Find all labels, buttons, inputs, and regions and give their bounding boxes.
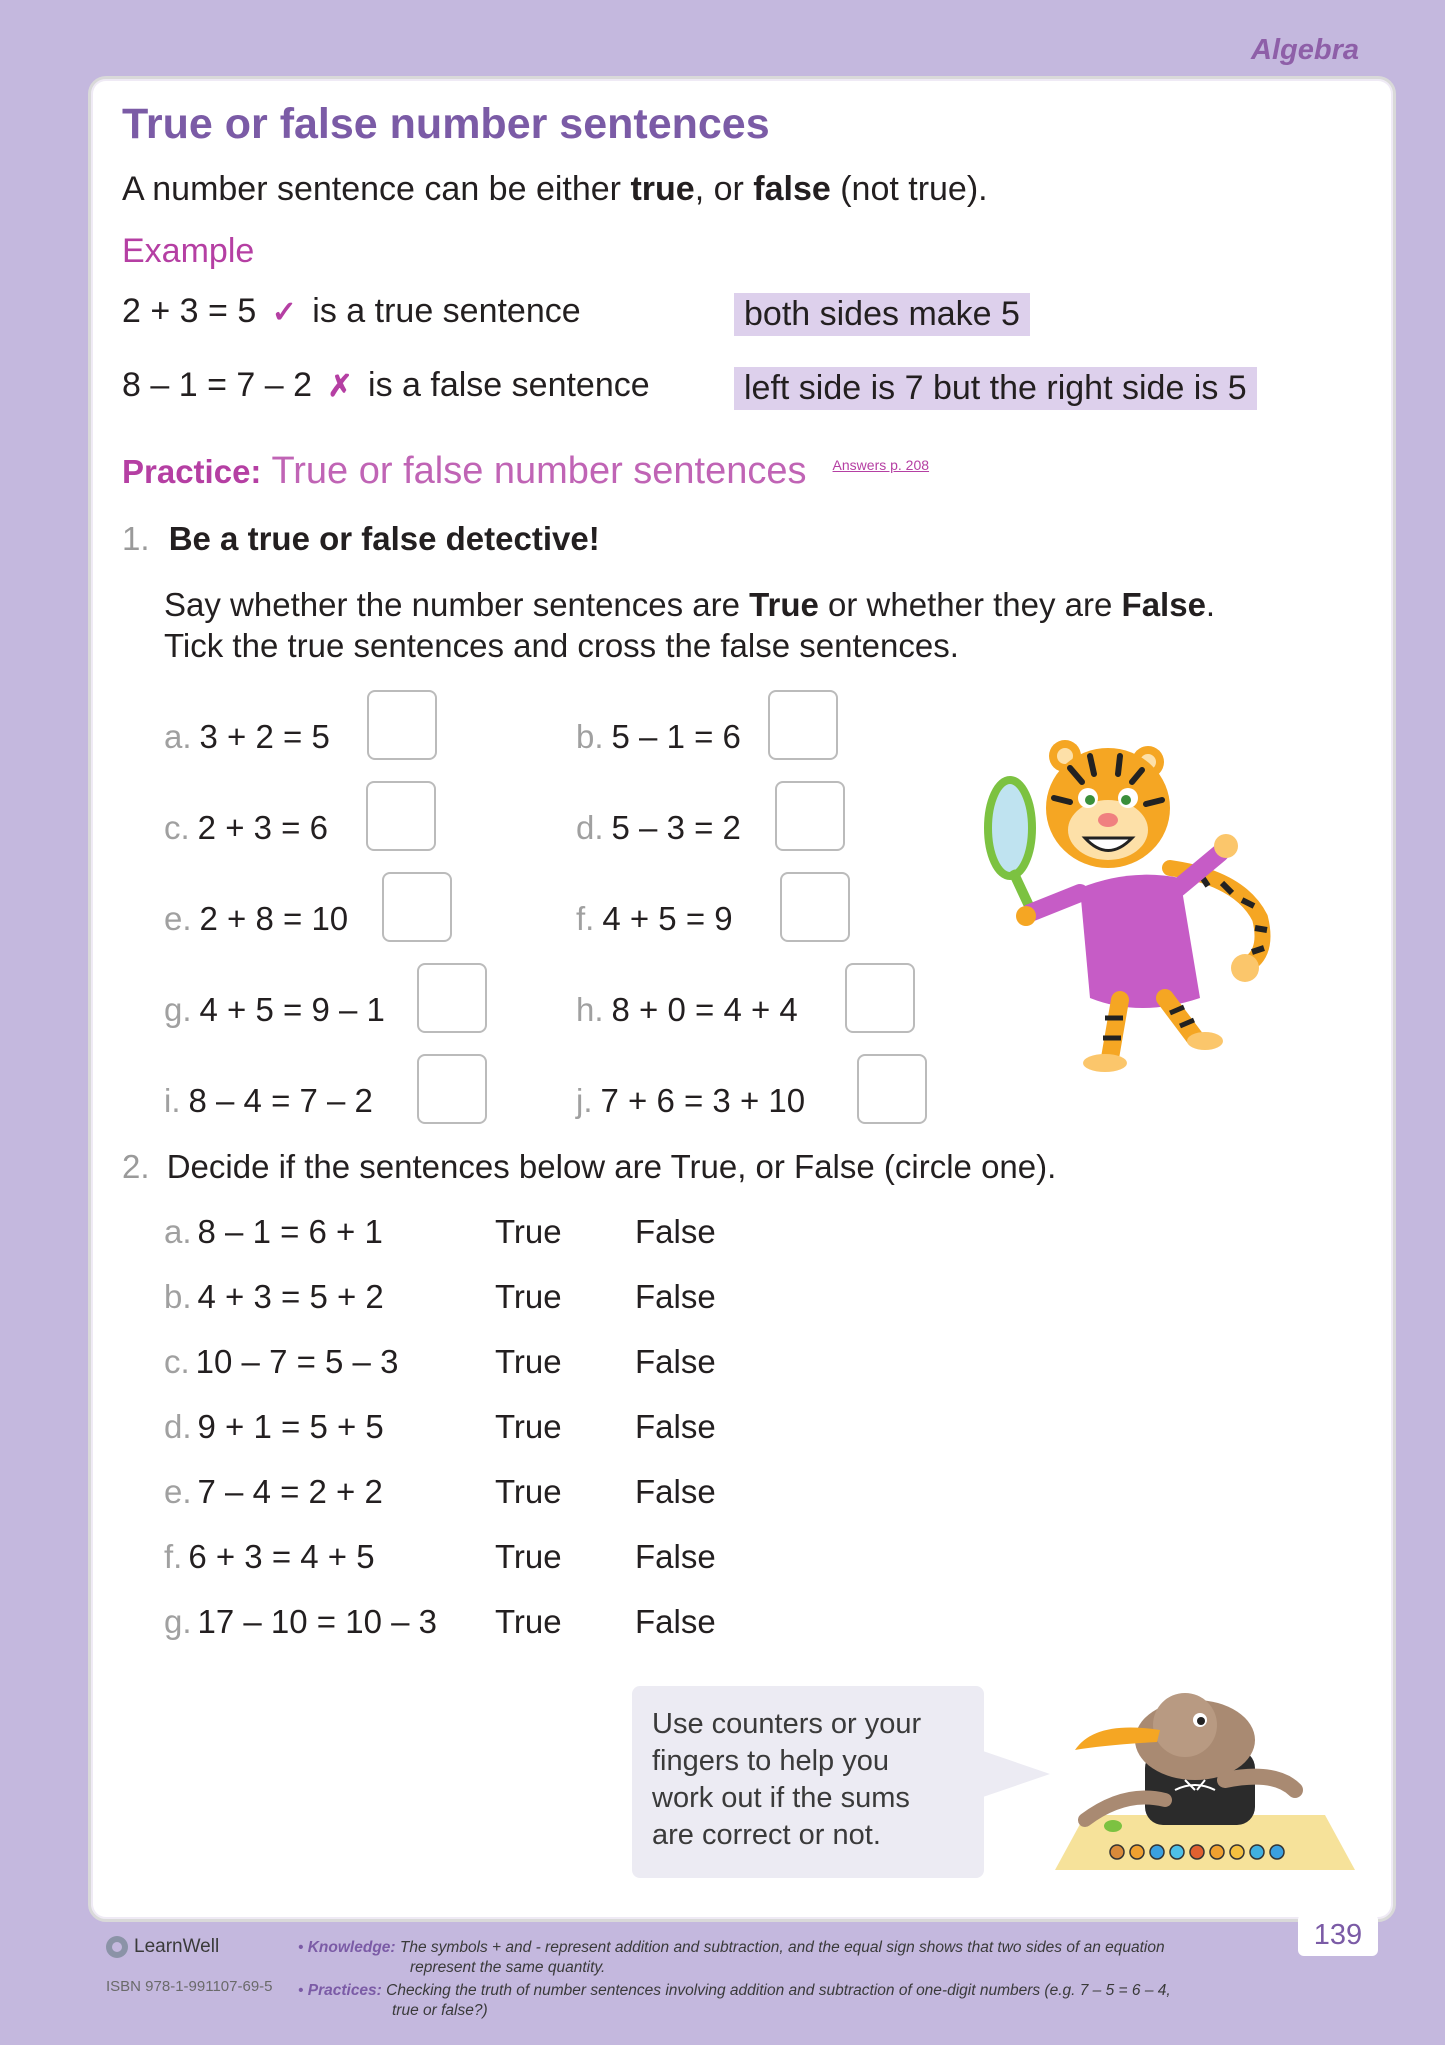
example-note-true: both sides make 5 xyxy=(734,293,1030,336)
item-letter: a. xyxy=(164,718,192,755)
item-letter: g. xyxy=(164,1603,192,1640)
practice-title: True or false number sentences xyxy=(271,450,807,492)
item-letter: b. xyxy=(164,1278,192,1315)
item-letter: e. xyxy=(164,900,192,937)
q2-item-b xyxy=(164,1278,384,1316)
footnote-practices: • Practices: Checking the truth of number sentences involving addition and subtraction of one-digit numbers (e.g. 7 – 5 = 6 – 4, true or false?) xyxy=(298,1982,1171,2019)
question-title: Decide if the sentences below are True, or False (circle one). xyxy=(166,1148,1057,1185)
example-text: is a true sentence xyxy=(312,292,581,330)
answer-box-h[interactable] xyxy=(845,963,915,1033)
question-1-title xyxy=(122,520,600,558)
option-false[interactable]: False xyxy=(635,1408,716,1445)
q1-item-e xyxy=(164,900,348,938)
item-expression: 2 + 8 = 10 xyxy=(199,900,349,937)
option-true[interactable]: True xyxy=(495,1408,562,1445)
item-letter: d. xyxy=(164,1408,192,1445)
example-note-false: left side is 7 but the right side is 5 xyxy=(734,367,1257,410)
option-false[interactable]: False xyxy=(635,1213,716,1250)
bubble-line: are correct or not. xyxy=(652,1819,881,1851)
q1-item-h xyxy=(576,991,798,1029)
item-letter: f. xyxy=(576,900,595,937)
option-true[interactable]: True xyxy=(495,1213,562,1250)
instr-pre: Say whether the number sentences are xyxy=(164,586,750,623)
footnote-label: Knowledge: xyxy=(307,1939,396,1956)
item-expression: 6 + 3 = 4 + 5 xyxy=(188,1538,375,1575)
intro-pre: A number sentence can be either xyxy=(122,170,631,208)
option-true[interactable]: True xyxy=(495,1473,562,1510)
item-expression: 17 – 10 = 10 – 3 xyxy=(197,1603,437,1640)
q2-item-e xyxy=(164,1473,383,1511)
answers-link[interactable]: Answers p. 208 xyxy=(832,457,930,473)
intro-text xyxy=(122,170,988,209)
answer-box-f[interactable] xyxy=(780,872,850,942)
section-tag: Algebra xyxy=(1251,34,1359,66)
footnote-text: Checking the truth of number sentences involving addition and subtraction of one-digit numbers (e.g. 7 – 5 = 6 – 4, xyxy=(386,1982,1171,1999)
answer-box-b[interactable] xyxy=(768,690,838,760)
instr-true: True xyxy=(749,586,819,623)
item-expression: 7 – 4 = 2 + 2 xyxy=(197,1473,383,1510)
q2-item-d xyxy=(164,1408,384,1446)
option-false[interactable]: False xyxy=(635,1538,716,1575)
option-true[interactable]: True xyxy=(495,1603,562,1640)
isbn: ISBN 978-1-991107-69-5 xyxy=(106,1978,273,1995)
answer-box-j[interactable] xyxy=(857,1054,927,1124)
answer-box-d[interactable] xyxy=(775,781,845,851)
q1-item-a xyxy=(164,718,330,756)
bubble-line: fingers to help you xyxy=(652,1745,889,1777)
practice-prefix: Practice: xyxy=(122,453,262,490)
item-expression: 9 + 1 = 5 + 5 xyxy=(197,1408,384,1445)
item-letter: b. xyxy=(576,718,604,755)
option-false[interactable]: False xyxy=(635,1278,716,1315)
answer-box-g[interactable] xyxy=(417,963,487,1033)
question-number: 1. xyxy=(122,520,150,557)
example-sentence: 8 – 1 = 7 – 2 xyxy=(122,366,312,404)
item-letter: a. xyxy=(164,1213,192,1250)
tick-icon: ✓ xyxy=(271,296,297,329)
item-letter: f. xyxy=(164,1538,183,1575)
q1-item-i xyxy=(164,1082,373,1120)
example-row-false xyxy=(122,366,650,405)
page-title: True or false number sentences xyxy=(122,100,770,148)
bubble-line: work out if the sums xyxy=(652,1782,910,1814)
q1-item-j xyxy=(576,1082,805,1120)
footnote-label: Practices: xyxy=(307,1982,382,1999)
item-expression: 8 – 4 = 7 – 2 xyxy=(188,1082,373,1119)
example-text: is a false sentence xyxy=(368,366,650,404)
example-sentence: 2 + 3 = 5 xyxy=(122,292,257,330)
bubble-line: Use counters or your xyxy=(652,1708,922,1740)
tiger-illustration xyxy=(970,728,1300,1076)
footnote-knowledge: • Knowledge: The symbols + and - represent addition and subtraction, and the equal sign shows that two sides of an equation represent the same quantity. xyxy=(298,1939,1165,1976)
instr-false: False xyxy=(1121,586,1206,623)
example-label: Example xyxy=(122,232,255,270)
q2-item-f xyxy=(164,1538,375,1576)
learnwell-logo-icon xyxy=(106,1936,128,1958)
option-true[interactable]: True xyxy=(495,1538,562,1575)
kiwi-illustration xyxy=(1025,1680,1360,1880)
q2-item-c xyxy=(164,1343,398,1381)
practice-heading xyxy=(122,450,929,493)
question-1-instructions xyxy=(164,584,1215,666)
logo-text: LearnWell xyxy=(134,1936,220,1957)
instr-post: . xyxy=(1205,586,1216,623)
item-letter: c. xyxy=(164,809,190,846)
item-letter: g. xyxy=(164,991,192,1028)
option-false[interactable]: False xyxy=(635,1343,716,1380)
question-2-title xyxy=(122,1148,1056,1186)
intro-mid: , or xyxy=(694,170,754,208)
example-row-true xyxy=(122,292,581,331)
item-expression: 5 – 1 = 6 xyxy=(611,718,741,755)
item-letter: i. xyxy=(164,1082,181,1119)
item-expression: 4 + 5 = 9 xyxy=(602,900,733,937)
option-true[interactable]: True xyxy=(495,1278,562,1315)
q1-item-c xyxy=(164,809,328,847)
page-number: 139 xyxy=(1298,1914,1378,1956)
item-expression: 5 – 3 = 2 xyxy=(611,809,741,846)
item-expression: 4 + 3 = 5 + 2 xyxy=(197,1278,384,1315)
item-letter: e. xyxy=(164,1473,192,1510)
footnote-text: The symbols + and - represent addition and subtraction, and the equal sign shows that two sides of an equation xyxy=(399,1939,1165,1956)
q2-item-a xyxy=(164,1213,383,1251)
option-false[interactable]: False xyxy=(635,1473,716,1510)
option-false[interactable]: False xyxy=(635,1603,716,1640)
item-letter: d. xyxy=(576,809,604,846)
item-expression: 4 + 5 = 9 – 1 xyxy=(199,991,385,1028)
publisher-logo xyxy=(106,1936,219,1958)
answer-box-e[interactable] xyxy=(382,872,452,942)
answer-box-a[interactable] xyxy=(367,690,437,760)
intro-false: false xyxy=(753,170,831,208)
instr-line2: Tick the true sentences and cross the false sentences. xyxy=(164,627,959,664)
q2-item-g xyxy=(164,1603,437,1641)
item-letter: c. xyxy=(164,1343,190,1380)
item-expression: 7 + 6 = 3 + 10 xyxy=(600,1082,806,1119)
option-true[interactable]: True xyxy=(495,1343,562,1380)
speech-bubble xyxy=(632,1686,984,1878)
question-title: Be a true or false detective! xyxy=(168,520,600,557)
intro-true: true xyxy=(630,170,695,208)
item-expression: 8 + 0 = 4 + 4 xyxy=(611,991,798,1028)
answer-box-c[interactable] xyxy=(366,781,436,851)
footnote-text: represent the same quantity. xyxy=(410,1959,606,1976)
footnote-text: true or false?) xyxy=(392,2002,488,2019)
item-letter: j. xyxy=(576,1082,593,1119)
q1-item-b xyxy=(576,718,741,756)
item-letter: h. xyxy=(576,991,604,1028)
intro-post: (not true). xyxy=(830,170,988,208)
q1-item-d xyxy=(576,809,741,847)
cross-icon: ✗ xyxy=(327,370,353,403)
answer-box-i[interactable] xyxy=(417,1054,487,1124)
q1-item-g xyxy=(164,991,385,1029)
q1-item-f xyxy=(576,900,733,938)
instr-mid: or whether they are xyxy=(818,586,1122,623)
item-expression: 8 – 1 = 6 + 1 xyxy=(197,1213,383,1250)
item-expression: 2 + 3 = 6 xyxy=(197,809,328,846)
question-number: 2. xyxy=(122,1148,150,1185)
item-expression: 10 – 7 = 5 – 3 xyxy=(195,1343,399,1380)
item-expression: 3 + 2 = 5 xyxy=(199,718,330,755)
